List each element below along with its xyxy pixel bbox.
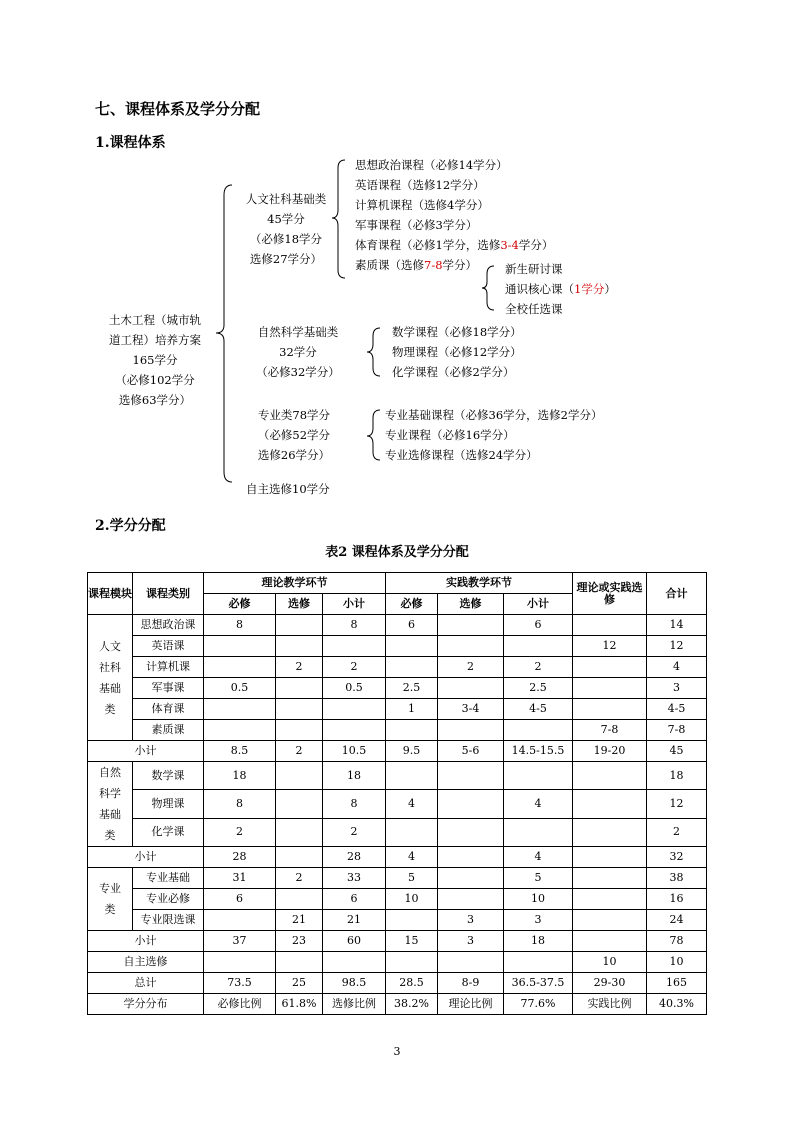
value-cell: 18 [204, 762, 276, 790]
value-cell [573, 790, 647, 818]
value-cell: 16 [647, 889, 707, 910]
table-row [88, 636, 707, 657]
tree-free-elective: 自主选修10学分 [246, 482, 330, 496]
table-row [88, 699, 707, 720]
module-cell: 专业类 [88, 868, 133, 931]
value-cell: 2 [647, 818, 707, 846]
value-cell: 2 [323, 657, 386, 678]
value-cell: 4-5 [647, 699, 707, 720]
value-cell [386, 952, 438, 973]
value-cell: 24 [647, 910, 707, 931]
table-row [88, 790, 707, 818]
value-cell: 18 [647, 762, 707, 790]
tree-root: 土木工程（城市轨 道工程）培养方案 165学分 （必修102学分 选修63学分） [109, 313, 201, 407]
value-cell: 31 [204, 868, 276, 889]
distribution-cell: 40.3% [647, 994, 707, 1015]
value-cell: 10 [386, 889, 438, 910]
value-cell [276, 615, 323, 636]
category-cell: 小计 [88, 931, 204, 952]
value-cell: 3-4 [438, 699, 504, 720]
category-cell: 小计 [88, 847, 204, 868]
category-cell: 总计 [88, 973, 204, 994]
header-module: 课程模块 [88, 573, 133, 615]
header-either: 理论或实践选修 [573, 573, 647, 615]
table-row [88, 889, 707, 910]
tree-humanities: 人文社科基础类 45学分 （必修18学分 选修27学分） [245, 192, 327, 266]
header-type: 课程类别 [133, 573, 204, 615]
category-cell: 物理课 [133, 790, 204, 818]
value-cell [438, 678, 504, 699]
value-cell: 0.5 [323, 678, 386, 699]
table-row [88, 678, 707, 699]
category-cell: 数学课 [133, 762, 204, 790]
value-cell [276, 847, 323, 868]
section-title: 七、课程体系及学分分配 [95, 100, 261, 118]
value-cell: 0.5 [204, 678, 276, 699]
tree-science-items: 数学课程（必修18学分） 物理课程（必修12学分） 化学课程（必修2学分） [392, 325, 522, 379]
value-cell [573, 847, 647, 868]
table-row [88, 657, 707, 678]
value-cell [573, 889, 647, 910]
value-cell [573, 699, 647, 720]
value-cell: 8.5 [204, 741, 276, 762]
value-cell: 2.5 [386, 678, 438, 699]
value-cell: 4 [647, 657, 707, 678]
table-row [88, 741, 707, 762]
value-cell [204, 952, 276, 973]
value-cell: 10 [504, 889, 573, 910]
value-cell: 3 [647, 678, 707, 699]
value-cell: 5 [386, 868, 438, 889]
tree-humanities-items: 思想政治课程（必修14学分） 英语课程（选修12学分） 计算机课程（选修4学分） 军事课程（必修3学分） 体育课程（必修1学分，选修3-4学分） 素质课（选修7-8学分） [355, 158, 554, 272]
value-cell [504, 636, 573, 657]
credit-table [87, 572, 707, 1015]
header-practice-elective: 选修 [438, 594, 504, 615]
page-number: 3 [393, 1045, 401, 1058]
value-cell [573, 910, 647, 931]
distribution-cell: 实践比例 [573, 994, 647, 1015]
value-cell: 2 [438, 657, 504, 678]
value-cell: 3 [504, 910, 573, 931]
value-cell [323, 636, 386, 657]
value-cell: 45 [647, 741, 707, 762]
value-cell: 37 [204, 931, 276, 952]
value-cell [386, 818, 438, 846]
value-cell [438, 952, 504, 973]
header-total: 合计 [647, 573, 707, 615]
table-row [88, 973, 707, 994]
value-cell: 3 [438, 910, 504, 931]
value-cell [573, 762, 647, 790]
value-cell: 8 [323, 790, 386, 818]
table-row [88, 868, 707, 889]
header-theory-subtotal: 小计 [323, 594, 386, 615]
value-cell: 8 [323, 615, 386, 636]
header-theory-required: 必修 [204, 594, 276, 615]
distribution-cell: 理论比例 [438, 994, 504, 1015]
value-cell: 14 [647, 615, 707, 636]
value-cell [438, 818, 504, 846]
value-cell [276, 636, 323, 657]
category-cell: 英语课 [133, 636, 204, 657]
value-cell [438, 720, 504, 741]
value-cell: 33 [323, 868, 386, 889]
value-cell: 32 [647, 847, 707, 868]
value-cell: 8 [204, 790, 276, 818]
value-cell [323, 699, 386, 720]
module-cell: 人文社科基础类 [88, 615, 133, 741]
value-cell [276, 762, 323, 790]
value-cell: 7-8 [573, 720, 647, 741]
value-cell [276, 720, 323, 741]
distribution-row [88, 994, 707, 1015]
value-cell [276, 889, 323, 910]
value-cell: 5-6 [438, 741, 504, 762]
value-cell: 10 [573, 952, 647, 973]
distribution-cell: 必修比例 [204, 994, 276, 1015]
value-cell: 2.5 [504, 678, 573, 699]
subsection-title-curriculum: 1.课程体系 [95, 135, 166, 151]
value-cell: 98.5 [323, 973, 386, 994]
value-cell: 18 [323, 762, 386, 790]
value-cell: 25 [276, 973, 323, 994]
value-cell [573, 818, 647, 846]
table-row [88, 720, 707, 741]
value-cell: 10 [647, 952, 707, 973]
value-cell: 4 [386, 847, 438, 868]
value-cell: 4 [504, 790, 573, 818]
value-cell [438, 889, 504, 910]
category-cell: 专业限选课 [133, 910, 204, 931]
category-cell: 小计 [88, 741, 204, 762]
value-cell: 2 [323, 818, 386, 846]
category-cell: 专业必修 [133, 889, 204, 910]
tree-major: 专业类78学分 （必修52学分 选修26学分） [257, 408, 331, 462]
table-row [88, 818, 707, 846]
value-cell [323, 720, 386, 741]
module-cell: 自然科学基础类 [88, 762, 133, 847]
value-cell: 14.5-15.5 [504, 741, 573, 762]
value-cell: 2 [276, 657, 323, 678]
value-cell: 4-5 [504, 699, 573, 720]
header-theory-elective: 选修 [276, 594, 323, 615]
value-cell [204, 657, 276, 678]
table-row [88, 931, 707, 952]
table-row [88, 615, 707, 636]
value-cell: 21 [276, 910, 323, 931]
value-cell: 19-20 [573, 741, 647, 762]
value-cell [276, 790, 323, 818]
category-cell: 自主选修 [88, 952, 204, 973]
value-cell: 36.5-37.5 [504, 973, 573, 994]
value-cell: 6 [323, 889, 386, 910]
value-cell [386, 657, 438, 678]
value-cell [504, 952, 573, 973]
category-cell: 素质课 [133, 720, 204, 741]
table-row [88, 762, 707, 790]
header-practice: 实践教学环节 [386, 573, 573, 594]
subsection-title-credits: 2.学分分配 [95, 518, 166, 534]
tree-quality-items: 新生研讨课 通识核心课（1学分） 全校任选课 [505, 262, 616, 316]
category-cell: 军事课 [133, 678, 204, 699]
value-cell [573, 657, 647, 678]
value-cell: 6 [504, 615, 573, 636]
value-cell: 28.5 [386, 973, 438, 994]
value-cell: 60 [323, 931, 386, 952]
value-cell [204, 720, 276, 741]
value-cell [438, 847, 504, 868]
value-cell: 1 [386, 699, 438, 720]
tree-major-items: 专业基础课程（必修36学分，选修2学分） 专业课程（必修16学分） 专业选修课程（选修24学分） [385, 408, 603, 462]
distribution-cell: 77.6% [504, 994, 573, 1015]
value-cell [438, 615, 504, 636]
value-cell [386, 720, 438, 741]
value-cell: 21 [323, 910, 386, 931]
value-cell: 6 [386, 615, 438, 636]
value-cell [504, 818, 573, 846]
value-cell: 29-30 [573, 973, 647, 994]
value-cell [573, 615, 647, 636]
distribution-cell: 学分分布 [88, 994, 204, 1015]
value-cell: 18 [504, 931, 573, 952]
value-cell: 23 [276, 931, 323, 952]
value-cell: 78 [647, 931, 707, 952]
value-cell: 9.5 [386, 741, 438, 762]
category-cell: 计算机课 [133, 657, 204, 678]
header-practice-subtotal: 小计 [504, 594, 573, 615]
value-cell: 28 [204, 847, 276, 868]
value-cell: 3 [438, 931, 504, 952]
value-cell: 12 [573, 636, 647, 657]
value-cell [386, 910, 438, 931]
value-cell: 15 [386, 931, 438, 952]
value-cell [323, 952, 386, 973]
value-cell: 165 [647, 973, 707, 994]
header-practice-required: 必修 [386, 594, 438, 615]
value-cell: 38 [647, 868, 707, 889]
value-cell: 6 [204, 889, 276, 910]
value-cell: 2 [276, 868, 323, 889]
value-cell [573, 678, 647, 699]
value-cell: 12 [647, 636, 707, 657]
value-cell [573, 931, 647, 952]
distribution-cell: 38.2% [386, 994, 438, 1015]
value-cell: 2 [504, 657, 573, 678]
value-cell [438, 868, 504, 889]
value-cell [438, 636, 504, 657]
value-cell [276, 678, 323, 699]
value-cell: 73.5 [204, 973, 276, 994]
category-cell: 专业基础 [133, 868, 204, 889]
value-cell: 5 [504, 868, 573, 889]
value-cell [204, 699, 276, 720]
category-cell: 化学课 [133, 818, 204, 846]
value-cell [276, 699, 323, 720]
table-row [88, 847, 707, 868]
value-cell: 4 [504, 847, 573, 868]
value-cell [504, 762, 573, 790]
table-row [88, 952, 707, 973]
value-cell [276, 818, 323, 846]
value-cell: 8 [204, 615, 276, 636]
value-cell: 28 [323, 847, 386, 868]
value-cell: 4 [386, 790, 438, 818]
value-cell [438, 762, 504, 790]
value-cell: 12 [647, 790, 707, 818]
value-cell [573, 868, 647, 889]
value-cell [204, 910, 276, 931]
value-cell: 10.5 [323, 741, 386, 762]
value-cell: 7-8 [647, 720, 707, 741]
value-cell [276, 952, 323, 973]
category-cell: 体育课 [133, 699, 204, 720]
value-cell: 2 [204, 818, 276, 846]
distribution-cell: 选修比例 [323, 994, 386, 1015]
value-cell: 8-9 [438, 973, 504, 994]
value-cell [386, 762, 438, 790]
value-cell: 2 [276, 741, 323, 762]
value-cell [386, 636, 438, 657]
table-caption: 表2 课程体系及学分分配 [325, 545, 469, 560]
distribution-cell: 61.8% [276, 994, 323, 1015]
tree-science: 自然科学基础类 32学分 （必修32学分） [256, 325, 340, 379]
value-cell [438, 790, 504, 818]
category-cell: 思想政治课 [133, 615, 204, 636]
value-cell [204, 636, 276, 657]
header-theory: 理论教学环节 [204, 573, 386, 594]
value-cell [504, 720, 573, 741]
table-row [88, 910, 707, 931]
